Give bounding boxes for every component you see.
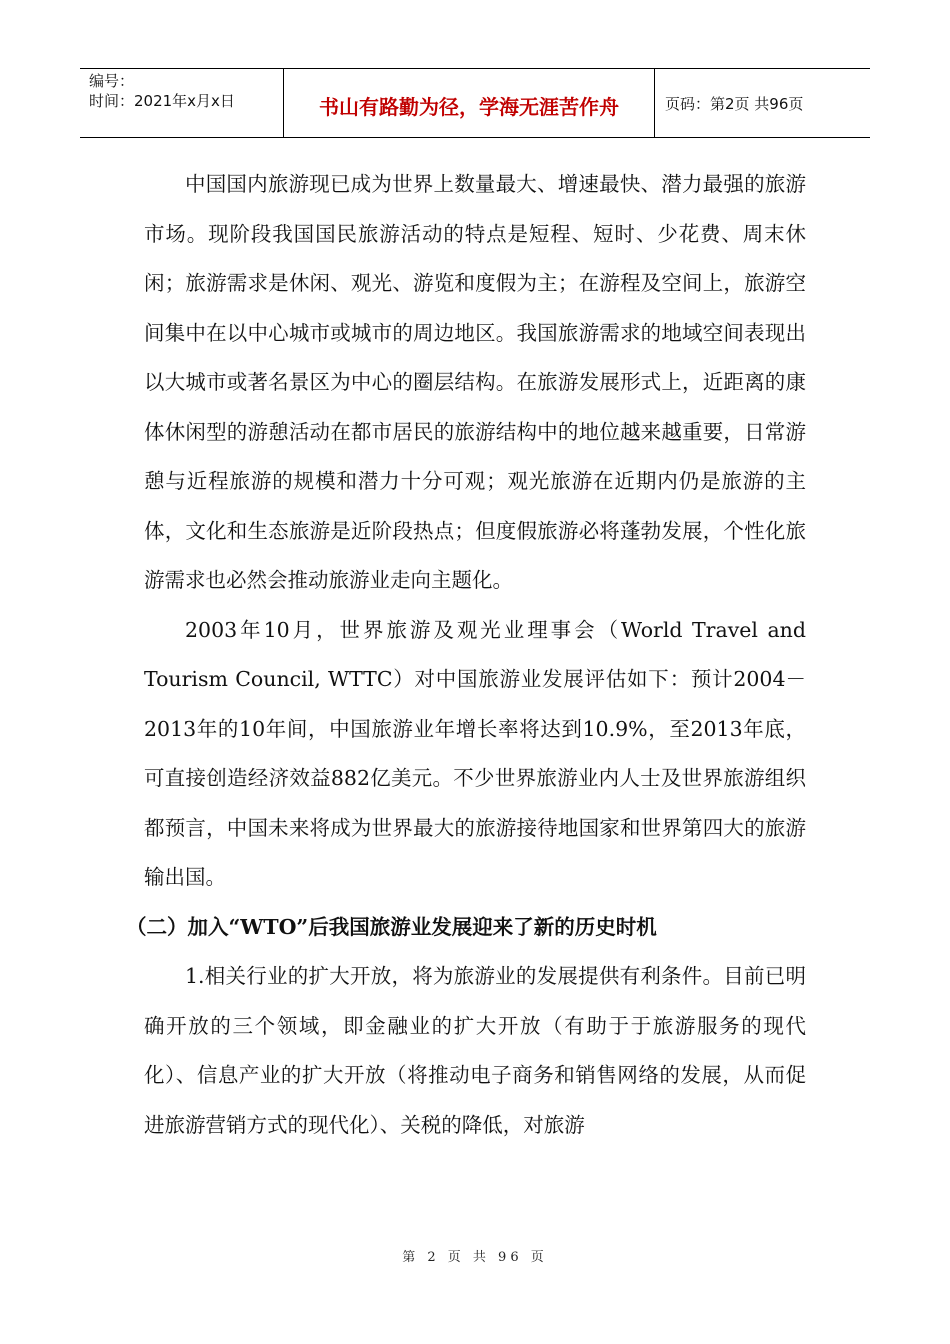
paragraph-wttc-assessment: 2003年10月，世界旅游及观光业理事会（World Travel and Tourism Council, WTTC）对中国旅游业发展评估如下：预计2004－2013年的10年间，中国旅游业年增长率将达到10.9%，至2013年底，可直接创造经济效益882亿美元。不少世界旅游业内人士及世界旅游组织都预言，中国未来将成为世界最大的旅游接待地国家和世界第四大的旅游输出国。 xyxy=(144,617,806,889)
header-page-info xyxy=(655,69,870,137)
paragraph-domestic-tourism: 中国国内旅游现已成为世界上数量最大、增速最快、潜力最强的旅游市场。现阶段我国国民旅游活动的特点是短程、短时、少花费、周末休闲；旅游需求是休闲、观光、游览和度假为主；在游程及空间上，旅游空间集中在以中心城市或城市的周边地区。我国旅游需求的地域空间表现出以大城市或著名景区为中心的圈层结构。在旅游发展形式上，近距离的康体休闲型的游憩活动在都市居民的旅游结构中的地位越来越重要，日常游憩与近程旅游的规模和潜力十分可观；观光旅游在近期内仍是旅游的主体，文化和生态旅游是近阶段热点；但度假旅游必将蓬勃发展，个性化旅游需求也必然会推动旅游业走向主题化。 xyxy=(144,172,806,592)
number-label: 编号： xyxy=(89,72,135,90)
time-label: 时间：2021年x月x日 xyxy=(89,92,235,110)
header-meta xyxy=(80,69,283,137)
motto: 书山有路勤为径，学海无涯苦作舟 xyxy=(319,95,619,119)
page-footer: 第 2 页 共 96 页 xyxy=(402,1250,548,1265)
section-heading: （二）加入“WTO”后我国旅游业发展迎来了新的历史时机 xyxy=(126,914,657,939)
page-label: 页码：第2页 共96页 xyxy=(665,95,804,113)
paragraph-related-industries: 1.相关行业的扩大开放，将为旅游业的发展提供有利条件。目前已明确开放的三个领域，即金融业的扩大开放（有助于于旅游服务的现代化）、信息产业的扩大开放（将推动电子商务和销售网络的发展，从而促进旅游营销方式的现代化）、关税的降低，对旅游 xyxy=(144,964,806,1137)
header-motto-cell xyxy=(283,69,655,137)
document-body xyxy=(126,160,806,1150)
page-header xyxy=(80,68,870,138)
